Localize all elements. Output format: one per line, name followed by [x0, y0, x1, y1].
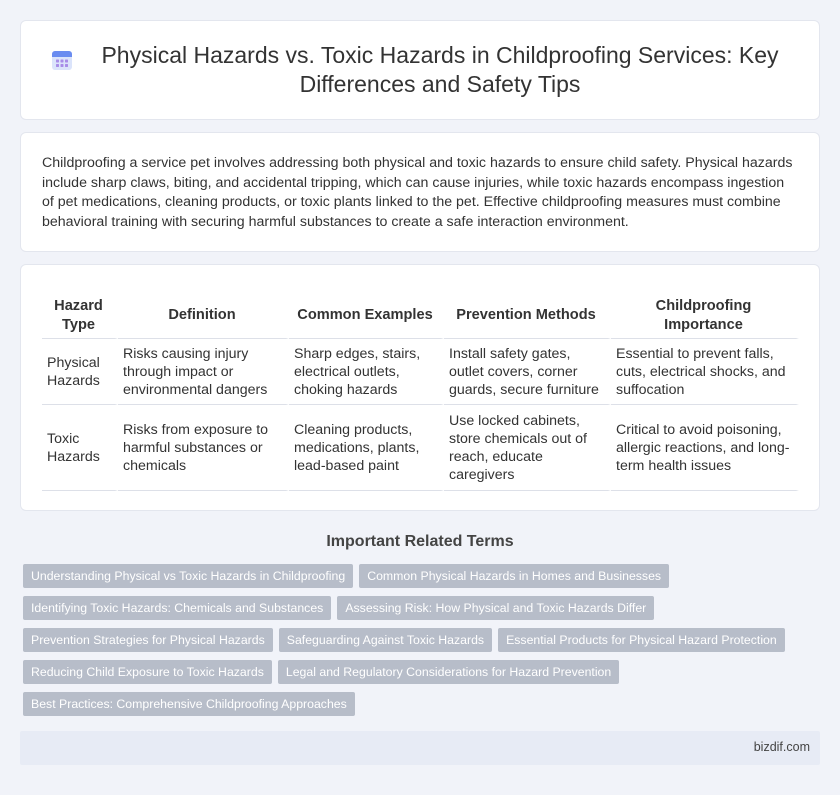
cell-common-examples: Cleaning products, medications, plants, lead-based paint [289, 405, 444, 491]
title-wrap [21, 21, 819, 119]
cell-common-examples: Sharp edges, stairs, electrical outlets, choking hazards [289, 339, 444, 405]
related-term-tag[interactable]: Identifying Toxic Hazards: Chemicals and Substances [23, 596, 331, 620]
related-term-tag[interactable]: Prevention Strategies for Physical Hazards [23, 628, 273, 652]
cell-prevention-methods: Use locked cabinets, store chemicals out of reach, educate caregivers [444, 405, 611, 491]
related-terms-title: Important Related Terms [326, 533, 514, 550]
table-row [42, 405, 799, 491]
related-terms-list [23, 564, 803, 716]
header-childproofing-importance: Childproofing Importance [611, 293, 799, 339]
related-term-tag[interactable]: Understanding Physical vs Toxic Hazards in Childproofing [23, 564, 353, 588]
page-title: Physical Hazards vs. Toxic Hazards in Childproofing Services: Key Differences and Safety Tips [101, 42, 779, 97]
cell-hazard-type: Physical Hazards [42, 339, 118, 405]
related-term-tag[interactable]: Reducing Child Exposure to Toxic Hazards [23, 660, 272, 684]
cell-definition: Risks from exposure to harmful substances or chemicals [118, 405, 289, 491]
related-term-tag[interactable]: Assessing Risk: How Physical and Toxic Hazards Differ [337, 596, 654, 620]
header-definition: Definition [118, 293, 289, 339]
cell-definition: Risks causing injury through impact or environmental dangers [118, 339, 289, 405]
related-term-tag[interactable]: Legal and Regulatory Considerations for Hazard Prevention [278, 660, 619, 684]
table-row [42, 339, 799, 405]
related-term-tag[interactable]: Safeguarding Against Toxic Hazards [279, 628, 492, 652]
intro-card [20, 132, 820, 252]
cell-childproofing-importance: Critical to avoid poisoning, allergic reactions, and long-term health issues [611, 405, 799, 491]
header-card [20, 20, 820, 120]
intro-paragraph: Childproofing a service pet involves addressing both physical and toxic hazards to ensure child safety. Physical hazards include sharp claws, biting, and accidental tripping, which can cause injuries, while toxic hazards encompass ingestion of pet medications, cleaning products, or toxic plants linked to the pet. Effective childproofing measures must combine behavioral training with securing harmful substances to create a safe interaction environment. [42, 155, 793, 230]
related-term-tag[interactable]: Essential Products for Physical Hazard Protection [498, 628, 785, 652]
header-hazard-type: Hazard Type [42, 293, 118, 339]
footer [20, 731, 820, 765]
footer-site-link[interactable]: bizdif.com [753, 740, 810, 754]
cell-hazard-type: Toxic Hazards [42, 405, 118, 491]
header-common-examples: Common Examples [289, 293, 444, 339]
cell-prevention-methods: Install safety gates, outlet covers, corner guards, secure furniture [444, 339, 611, 405]
related-term-tag[interactable]: Common Physical Hazards in Homes and Businesses [359, 564, 669, 588]
header-prevention-methods: Prevention Methods [444, 293, 611, 339]
related-term-tag[interactable]: Best Practices: Comprehensive Childproofing Approaches [23, 692, 355, 716]
comparison-table [42, 293, 799, 491]
comparison-table-card [20, 264, 820, 511]
cell-childproofing-importance: Essential to prevent falls, cuts, electrical shocks, and suffocation [611, 339, 799, 405]
table-header-row [42, 293, 799, 339]
